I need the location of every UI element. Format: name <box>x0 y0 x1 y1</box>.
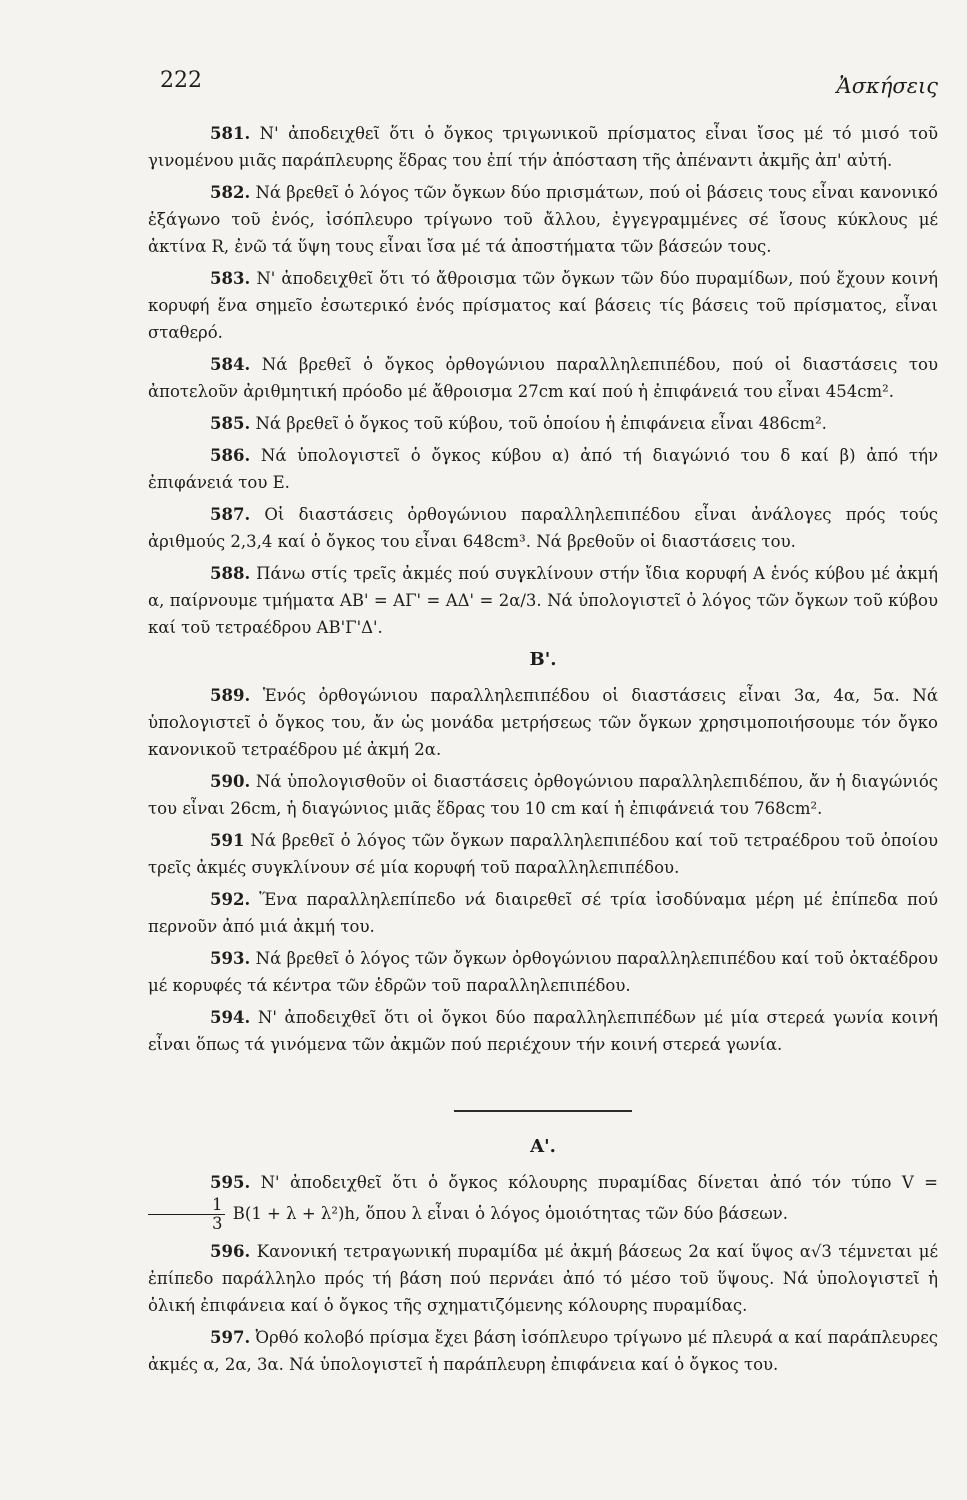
problem-item <box>148 827 938 881</box>
problem-number: 593. <box>210 949 251 968</box>
problem-item <box>148 1324 938 1378</box>
problem-text-part-a: Ν' ἀποδειχθεῖ ὅτι ὁ ὄγκος κόλουρης πυραμίδας δίνεται ἀπό τόν τύπο V = <box>260 1173 938 1192</box>
problem-number: 596. <box>210 1242 251 1261</box>
problem-text: Νά βρεθεῖ ὁ ὄγκος τοῦ κύβου, τοῦ ὁποίου ἡ ἐπιφάνεια εἶναι 486cm². <box>255 414 827 433</box>
problem-text: Νά βρεθεῖ ὁ λόγος τῶν ὄγκων δύο πρισμάτων, πού οἱ βάσεις τους εἶναι κανονικό ἑξάγωνο τοῦ ἑνός, ἰσόπλευρο τρίγωνο τοῦ ἄλλου, ἐγγεγραμμένες σέ ἴσους κύκλους μέ ἀκτίνα R, ἐνῶ τά ὕψη τους εἶναι ἴσα μέ τά ἀποστήματα τῶν βάσεών τους. <box>148 183 938 256</box>
problem-item <box>148 501 938 555</box>
problem-item <box>148 945 938 999</box>
problem-number: 584. <box>210 355 251 374</box>
problem-text: Πάνω στίς τρεῖς ἀκμές πού συγκλίνουν στήν ἴδια κορυφή Α ἑνός κύβου μέ ἀκμή α, παίρνουμε τμήματα ΑΒ' = ΑΓ' = ΑΔ' = 2α/3. Νά ὑπολογιστεῖ ὁ λόγος τῶν ὄγκων τοῦ κύβου καί τοῦ τετραέδρου ΑΒ'Γ'Δ'. <box>148 564 938 637</box>
page-content <box>148 120 938 1383</box>
problem-text: Ν' ἀποδειχθεῖ ὅτι τό ἄθροισμα τῶν ὄγκων τῶν δύο πυραμίδων, πού ἔχουν κοινή κορυφή ἕνα σημεῖο ἐσωτερικό ἑνός πρίσματος καί βάσεις τίς βάσεις τοῦ πρίσματος, εἶναι σταθερό. <box>148 269 938 342</box>
running-title: Ἀσκήσεις <box>836 74 938 98</box>
fraction-numerator: 1 <box>148 1196 225 1215</box>
problem-number: 590. <box>210 772 251 791</box>
problem-text: Νά ὑπολογιστεῖ ὁ ὄγκος κύβου α) ἀπό τή διαγώνιό του δ καί β) ἀπό τήν ἐπιφάνειά του Ε. <box>148 446 938 492</box>
problem-number: 586. <box>210 446 251 465</box>
problem-list-part1 <box>148 120 938 641</box>
page-header <box>160 68 938 102</box>
problem-number: 591 <box>210 831 245 850</box>
page-number: 222 <box>160 68 202 93</box>
problem-text: Νά βρεθεῖ ὁ λόγος τῶν ὄγκων ὀρθογώνιου παραλληλεπιπέδου καί τοῦ ὀκταέδρου μέ κορυφές τά κέντρα τῶν ἑδρῶν τοῦ παραλληλεπιπέδου. <box>148 949 938 995</box>
problem-item <box>148 1004 938 1058</box>
problem-list-part2 <box>148 682 938 1058</box>
fraction-denominator: 3 <box>212 1214 223 1233</box>
problem-item <box>148 1238 938 1319</box>
problem-item <box>148 265 938 346</box>
problem-text-part-b: Β(1 + λ + λ²)h, ὅπου λ εἶναι ὁ λόγος ὁμοιότητας τῶν δύο βάσεων. <box>232 1204 788 1223</box>
problem-text: Ὀρθό κολοβό πρίσμα ἔχει βάση ἰσόπλευρο τρίγωνο μέ πλευρά α καί παράπλευρες ἀκμές α, 2α, 3α. Νά ὑπολογιστεῖ ἡ παράπλευρη ἐπιφάνεια καί ὁ ὄγκος του. <box>148 1328 938 1374</box>
problem-item <box>148 351 938 405</box>
problem-item <box>148 179 938 260</box>
problem-item <box>148 120 938 174</box>
section-divider <box>454 1110 632 1112</box>
problem-number: 594. <box>210 1008 251 1027</box>
fraction-one-third <box>148 1196 225 1233</box>
problem-item <box>148 560 938 641</box>
problem-item <box>148 682 938 763</box>
problem-number: 595. <box>210 1173 251 1192</box>
problem-text: Ἑνός ὀρθογώνιου παραλληλεπιπέδου οἱ διαστάσεις εἶναι 3α, 4α, 5α. Νά ὑπολογιστεῖ ὁ ὄγκος του, ἄν ὡς μονάδα μετρήσεως τῶν ὄγκων χρησιμοποιήσουμε τόν ὄγκο κανονικοῦ τετραέδρου μέ ἀκμή 2α. <box>148 686 938 759</box>
problem-item <box>148 410 938 437</box>
problem-text: Ν' ἀποδειχθεῖ ὅτι οἱ ὄγκοι δύο παραλληλεπιπέδων μέ μία στερεά γωνία κοινή εἶναι ὅπως τά γινόμενα τῶν ἀκμῶν πού περιέχουν τήν κοινή στερεά γωνία. <box>148 1008 938 1054</box>
problem-number: 597. <box>210 1328 251 1347</box>
problem-list-part3 <box>148 1238 938 1378</box>
problem-item <box>148 886 938 940</box>
problem-item <box>148 442 938 496</box>
problem-number: 589. <box>210 686 251 705</box>
problem-text: Νά βρεθεῖ ὁ ὄγκος ὀρθογώνιου παραλληλεπιπέδου, πού οἱ διαστάσεις του ἀποτελοῦν ἀριθμητική πρόοδο μέ ἄθροισμα 27cm καί πού ἡ ἐπιφάνειά του εἶναι 454cm². <box>148 355 938 401</box>
problem-number: 581. <box>210 124 251 143</box>
section-a-heading: Α'. <box>530 1136 556 1157</box>
problem-number: 585. <box>210 414 251 433</box>
problem-text: Κανονική τετραγωνική πυραμίδα μέ ἀκμή βάσεως 2α καί ὕψος α√3 τέμνεται μέ ἐπίπεδο παράλληλο πρός τή βάση πού περνάει ἀπό τό μέσο τοῦ ὕψους. Νά ὑπολογιστεῖ ἡ ὁλική ἐπιφάνεια καί ὁ ὄγκος τῆς σχηματιζόμενης κόλουρης πυραμίδας. <box>148 1242 938 1315</box>
problem-text: Οἱ διαστάσεις ὀρθογώνιου παραλληλεπιπέδου εἶναι ἀνάλογες πρός τούς ἀριθμούς 2,3,4 καί ὁ ὄγκος του εἶναι 648cm³. Νά βρεθοῦν οἱ διαστάσεις του. <box>148 505 938 551</box>
problem-text: Νά ὑπολογισθοῦν οἱ διαστάσεις ὀρθογώνιου παραλληλεπιδέπου, ἄν ἡ διαγώνιός του εἶναι 26cm, ἡ διαγώνιος μιᾶς ἕδρας του 10 cm καί ἡ ἐπιφάνειά του 768cm². <box>148 772 938 818</box>
problem-number: 588. <box>210 564 251 583</box>
problem-595 <box>148 1169 938 1233</box>
problem-text: Ἕνα παραλληλεπίπεδο νά διαιρεθεῖ σέ τρία ἰσοδύναμα μέρη μέ ἐπίπεδα πού περνοῦν ἀπό μιά ἀκμή του. <box>148 890 938 936</box>
problem-item <box>148 768 938 822</box>
problem-number: 583. <box>210 269 251 288</box>
problem-number: 587. <box>210 505 251 524</box>
problem-text: Ν' ἀποδειχθεῖ ὅτι ὁ ὄγκος τριγωνικοῦ πρίσματος εἶναι ἴσος μέ τό μισό τοῦ γινομένου μιᾶς παράπλευρης ἕδρας του ἐπί τήν ἀπόσταση τῆς ἀπέναντι ἀκμῆς ἀπ' αὐτή. <box>148 124 938 170</box>
section-b-heading: Β'. <box>529 649 557 670</box>
problem-text: Νά βρεθεῖ ὁ λόγος τῶν ὄγκων παραλληλεπιπέδου καί τοῦ τετραέδρου τοῦ ὁποίου τρεῖς ἀκμές συγκλίνουν σέ μία κορυφή τοῦ παραλληλεπιπέδου. <box>148 831 938 877</box>
problem-number: 592. <box>210 890 251 909</box>
problem-number: 582. <box>210 183 251 202</box>
